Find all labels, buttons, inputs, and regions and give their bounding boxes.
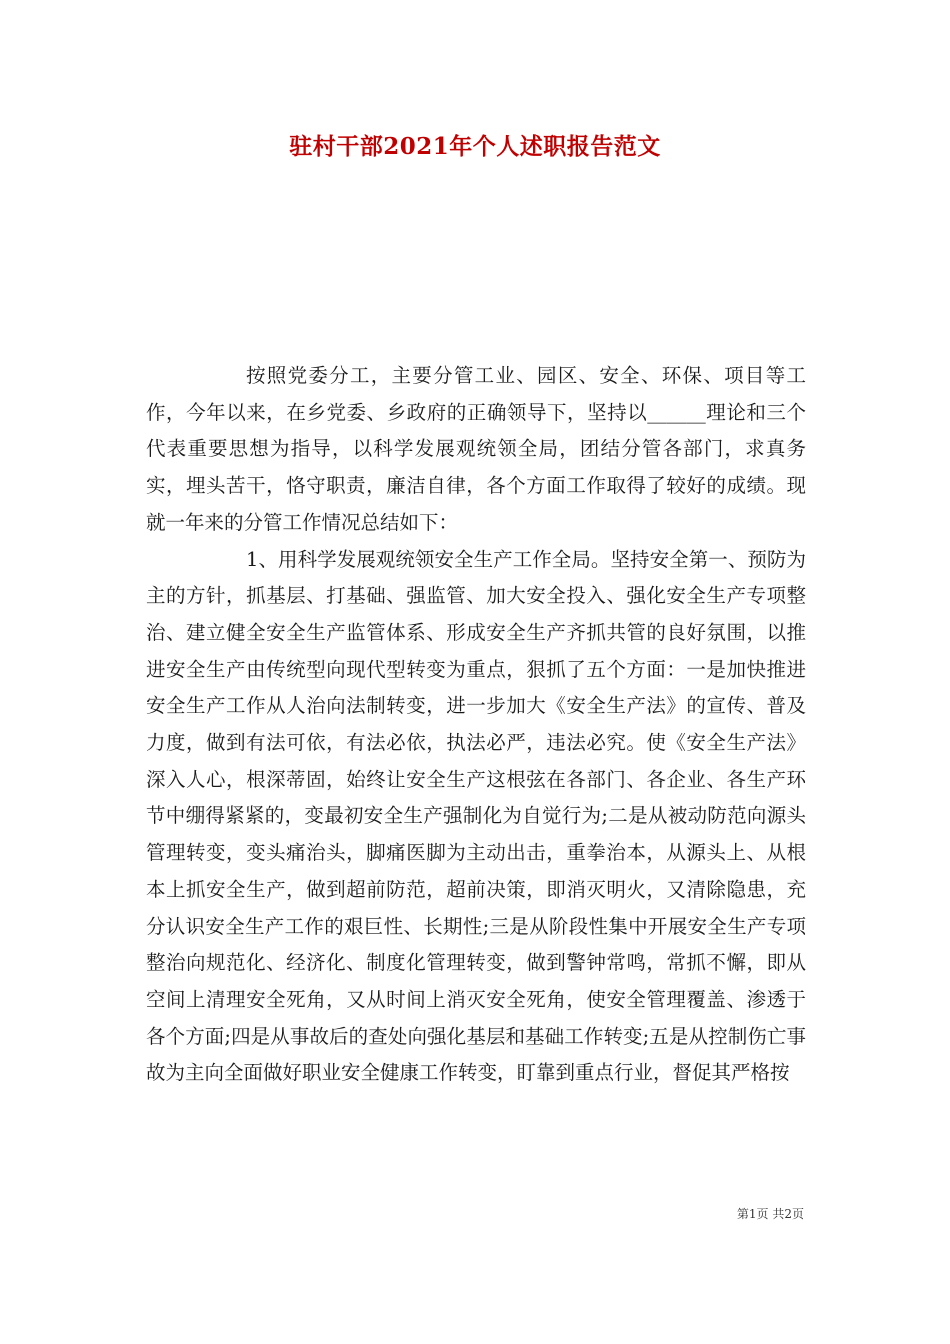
paragraph-intro: 按照党委分工，主要分管工业、园区、安全、环保、项目等工作，今年以来，在乡党委、乡政府的正确领导下，坚持以______理论和三个代表重要思想为指导，以科学发展观统领全局，团结分管各部门，求真务实，埋头苦干，恪守职责，廉洁自律，各个方面工作取得了较好的成绩。现就一年来的分管工作情况总结如下： [146,364,806,534]
page-number: 第1页 共2页 [736,1207,804,1221]
document-body [146,358,806,1092]
document-title: 驻村干部2021年个人述职报告范文 [289,133,661,160]
paragraph-safety: 1、用科学发展观统领安全生产工作全局。坚持安全第一、预防为主的方针，抓基层、打基础、强监管、加大安全投入、强化安全生产专项整治、建立健全安全生产监管体系、形成安全生产齐抓共管的良好氛围，以推进安全生产由传统型向现代型转变为重点，狠抓了五个方面：一是加快推进安全生产工作从人治向法制转变，进一步加大《安全生产法》的宣传、普及力度，做到有法可依，有法必依，执法必严，违法必究。使《安全生产法》深入人心，根深蒂固，始终让安全生产这根弦在各部门、各企业、各生产环节中绷得紧紧的，变最初安全生产强制化为自觉行为;二是从被动防范向源头管理转变，变头痛治头，脚痛医脚为主动出击，重拳治本，从源头上、从根本上抓安全生产，做到超前防范，超前决策，即消灭明火，又清除隐患，充分认识安全生产工作的艰巨性、长期性;三是从阶段性集中开展安全生产专项整治向规范化、经济化、制度化管理转变，做到警钟常鸣，常抓不懈，即从空间上清理安全死角，又从时间上消灭安全死角，使安全管理覆盖、渗透于各个方面;四是从事故后的查处向强化基层和基础工作转变;五是从控制伤亡事故为主向全面做好职业安全健康工作转变，盯靠到重点行业，督促其严格按 [146,547,806,1085]
